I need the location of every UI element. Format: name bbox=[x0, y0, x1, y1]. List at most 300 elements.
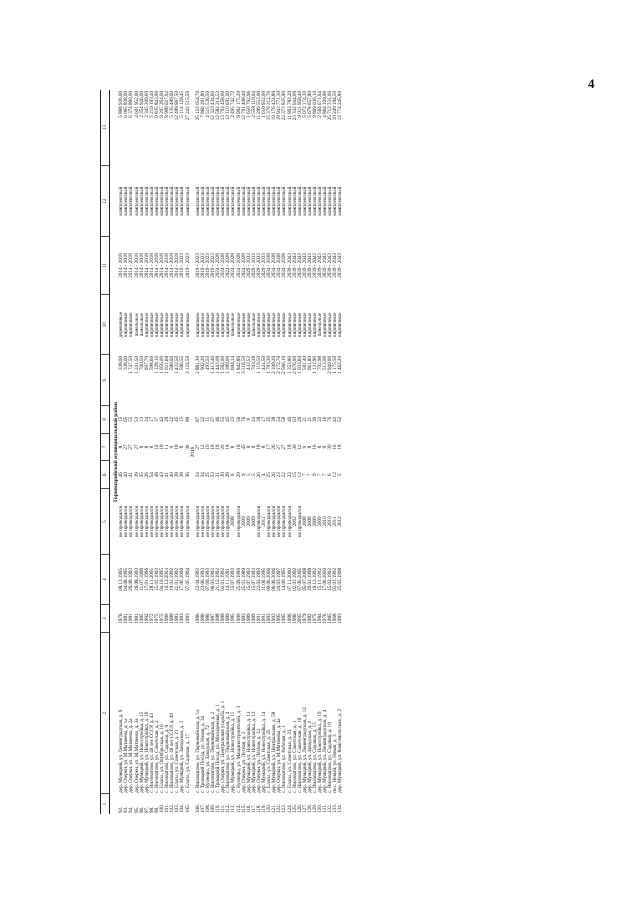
table-cell: 39 bbox=[311, 416, 318, 422]
table-cell: не проводился bbox=[296, 505, 303, 538]
table-cell: 2039 - 2043 bbox=[332, 253, 339, 278]
table-cell: комплексный bbox=[133, 186, 140, 216]
table-cell: комплексный bbox=[296, 186, 303, 216]
table-cell: с. Еласы, ул. Советская, д. 21 bbox=[174, 729, 181, 793]
table-cell: не проводился bbox=[159, 505, 166, 538]
table-cell: 8 bbox=[148, 445, 155, 449]
table-cell: 19.02.1992 bbox=[169, 567, 176, 591]
table-cell: 2019 - 2023 bbox=[179, 253, 186, 278]
table-cell: 21.12.1992 bbox=[215, 567, 222, 591]
table-cell: 1992 bbox=[143, 613, 150, 624]
table-cell: 1984 bbox=[317, 613, 324, 624]
table-cell: 20.03.1997 bbox=[276, 567, 283, 591]
table-cell: 5 bbox=[337, 473, 344, 477]
table-cell: 1 175,50 bbox=[332, 356, 339, 374]
table-cell: комплексный bbox=[261, 186, 268, 216]
table-cell: 41 bbox=[128, 472, 135, 478]
table-cell: 2029 - 2033 bbox=[255, 253, 262, 278]
table-cell: 39 bbox=[133, 472, 140, 478]
table-cell: комплексный bbox=[286, 186, 293, 216]
table-cell: кирпичные bbox=[174, 312, 181, 337]
table-cell: 2024 - 2028 bbox=[225, 253, 232, 278]
table-cell: не проводился bbox=[220, 505, 227, 538]
table-cell: 45 bbox=[174, 416, 181, 422]
table-cell: 04.10.1995 bbox=[159, 567, 166, 591]
table-cell: 9 835 843,90 bbox=[153, 91, 160, 118]
table-cell: 1 650 792,96 bbox=[245, 91, 252, 118]
table-cell: 18 bbox=[174, 444, 181, 450]
table-cell: 35 bbox=[138, 472, 145, 478]
table-cell: 15 bbox=[291, 472, 298, 478]
table-cell: 1972 bbox=[148, 613, 155, 624]
table-cell: 2019 - 2023 bbox=[210, 253, 217, 278]
table-cell: 08.12.1995 bbox=[118, 567, 125, 591]
table-cell: 8 bbox=[230, 445, 237, 449]
table-cell: комплексный bbox=[306, 186, 313, 216]
table-cell: дер. Мумарий, ул. Заводская, д. 2 bbox=[306, 720, 313, 793]
table-cell: 07.11.2000 bbox=[286, 568, 293, 591]
table-cell: 48 bbox=[153, 472, 160, 478]
table-cell: 2 676,00 bbox=[291, 356, 298, 374]
table-cell: 441,50 bbox=[261, 356, 268, 371]
table-cell: 15.02.1992 bbox=[327, 567, 334, 591]
table-cell: 5 114 129,45 bbox=[179, 91, 186, 118]
table-cell: 12 774 245,80 bbox=[337, 91, 344, 121]
table-cell: 15.07.1993 bbox=[250, 567, 257, 591]
table-cell: не проводился bbox=[128, 505, 135, 538]
table-cell: 40 bbox=[123, 472, 130, 478]
table-cell: комплексный bbox=[281, 186, 288, 216]
table-cell: 29 bbox=[235, 472, 242, 478]
table-cell: не проводился bbox=[205, 505, 211, 538]
table-cell: 12 110 691,00 bbox=[225, 91, 232, 121]
table-cell: дер. Мумарий, ул. Ленинградская, д. 9 bbox=[118, 709, 125, 793]
table-cell: комплексный bbox=[148, 186, 155, 216]
table-cell: дер. Озерки, ул. М.Матвеева, д. 2а bbox=[128, 718, 135, 793]
table-cell: 1975 bbox=[311, 613, 318, 624]
table-cell: 902,20 bbox=[199, 356, 206, 371]
table-cell: 117. bbox=[250, 804, 257, 813]
table-cell: 11 bbox=[205, 416, 211, 422]
table-cell: комплексный bbox=[291, 186, 298, 216]
table-cell: 52 bbox=[337, 416, 344, 422]
table-cell: 109. bbox=[210, 804, 217, 813]
table-cell: 07.06.2005 bbox=[296, 567, 303, 591]
table-cell: 25 bbox=[205, 472, 211, 478]
table-cell: 1989 bbox=[220, 613, 227, 624]
table-cell: с. Виловатово, ул. Советская, д. 2 bbox=[153, 720, 160, 793]
table-cell: кирпичные bbox=[240, 312, 247, 337]
table-cell: 1 131,90 bbox=[311, 356, 318, 374]
table-cell: 15.02.1992 bbox=[153, 567, 160, 591]
table-cell: 30 bbox=[327, 444, 334, 450]
table-cell: 1981 bbox=[133, 613, 140, 624]
table-cell: 700,50 bbox=[138, 356, 145, 371]
table-cell: 2034 - 2038 bbox=[281, 253, 288, 278]
table-cell: 43 bbox=[159, 416, 166, 422]
table-cell: комплексный bbox=[276, 186, 283, 216]
table-cell: 1975 bbox=[159, 613, 166, 624]
table-cell: комплексный bbox=[128, 186, 135, 216]
table-cell: комплексный bbox=[159, 186, 166, 216]
table-cell: 1 413,40 bbox=[210, 356, 217, 374]
table-cell: 119. bbox=[261, 804, 268, 813]
table-cell: 45 bbox=[240, 444, 247, 450]
table-cell: кирпичные bbox=[245, 312, 252, 337]
table-cell: 26 bbox=[143, 472, 150, 478]
table-cell: дер. Мумарий, ул. Заводская, д. 3 bbox=[179, 720, 186, 793]
table-cell: не проводился bbox=[215, 505, 222, 538]
table-cell: не проводился bbox=[184, 505, 191, 538]
table-cell: 132. bbox=[327, 804, 334, 813]
table-cell: 40 bbox=[286, 416, 293, 422]
table-cell: 2010 bbox=[322, 516, 329, 527]
table-cell: 22.04.1992 bbox=[194, 567, 201, 591]
table-cell: кирпичные bbox=[169, 312, 176, 337]
table-cell: 46 bbox=[118, 472, 125, 478]
table-cell: 36 bbox=[184, 472, 191, 478]
table-cell: 134. bbox=[337, 804, 344, 813]
table-cell: 1 389,00 bbox=[225, 356, 232, 374]
table-cell: кирпичные bbox=[255, 312, 262, 337]
table-cell: 1 610 932,00 bbox=[261, 91, 268, 118]
table-cell: 5 bbox=[245, 473, 252, 477]
table-cell: 5 868 926,00 bbox=[118, 91, 125, 118]
table-cell: 110. bbox=[215, 804, 222, 813]
table-cell: 2009 bbox=[317, 516, 324, 527]
table-cell: 2014 - 2018 bbox=[174, 253, 181, 278]
table-cell: 12 bbox=[199, 444, 206, 450]
table-cell: 53 bbox=[133, 416, 140, 422]
table-cell: кирпичные bbox=[337, 312, 344, 337]
table-cell: 9 992 175,20 bbox=[235, 91, 242, 118]
table-cell: 684,14 bbox=[230, 356, 237, 371]
table-cell: 23 bbox=[276, 472, 283, 478]
table-cell: с. Виловатово, ул. Садовая, д. 19 bbox=[327, 722, 334, 793]
table-cell: 115. bbox=[240, 804, 247, 813]
table-cell: 30 bbox=[220, 472, 227, 478]
table-cell: панельные bbox=[138, 313, 145, 337]
table-cell: 25.09.1990 bbox=[235, 567, 242, 591]
table-cell: 4 515 536,50 bbox=[205, 91, 211, 118]
table-cell: 27 bbox=[281, 444, 288, 450]
table-cell: 513,00 bbox=[322, 356, 329, 371]
table-cell: дер. Мумарий, ул. Новостройка, д. 11 bbox=[230, 711, 237, 793]
table-cell: комплексный bbox=[322, 186, 329, 216]
table-cell: 9 bbox=[322, 445, 329, 449]
table-cell: 1981 bbox=[174, 613, 181, 624]
table-cell: дер. Озерки, ул. М.Матвеева, д. 3а bbox=[133, 718, 140, 793]
column-number-11: 11 bbox=[101, 236, 110, 294]
table-cell: 2039 - 2043 bbox=[306, 253, 313, 278]
table-cell: 1979 bbox=[301, 613, 308, 624]
table-cell: 116. bbox=[245, 804, 252, 813]
table-cell: 27 242 515,50 bbox=[184, 91, 191, 121]
table-cell: 7 bbox=[317, 473, 324, 477]
page-number: 4 bbox=[588, 76, 595, 91]
table-cell: 17.06.2000 bbox=[322, 567, 329, 591]
table-cell: 06.03.1992 bbox=[210, 567, 217, 591]
column-number-7: 7 bbox=[101, 433, 110, 461]
table-cell: 28.11.2005 bbox=[148, 568, 155, 591]
table-cell: 17.01.1996 bbox=[143, 567, 150, 591]
table-cell: дер. Мумарий, ул. Новостройка, д. 15 bbox=[138, 711, 145, 793]
table-cell: 6 374 880,00 bbox=[128, 91, 135, 118]
table-cell: не проводился bbox=[210, 505, 217, 538]
table-cell: не проводился bbox=[199, 505, 206, 538]
table-cell: 27 bbox=[128, 444, 135, 450]
table-cell: 1985 bbox=[230, 613, 237, 624]
table-cell: не проводился bbox=[255, 505, 262, 538]
table-cell: 2014 - 2018 bbox=[118, 253, 125, 278]
table-cell: дер. Мумарий, ул. Новостройка, д. 12 bbox=[250, 711, 257, 793]
table-cell: 12 bbox=[296, 472, 303, 478]
table-cell: 1 793,30 bbox=[266, 356, 273, 374]
table-cell: 2014 - 2018 bbox=[133, 253, 140, 278]
table-cell: 16 bbox=[153, 444, 160, 450]
table-cell: не проводился bbox=[164, 505, 171, 538]
table-cell: 2014 - 2018 bbox=[128, 253, 135, 278]
table-cell: 2014 - 2018 bbox=[169, 253, 176, 278]
table-cell: 4 bbox=[261, 473, 268, 477]
table-cell: 124. bbox=[286, 804, 293, 813]
table-row bbox=[338, 90, 343, 814]
table-cell: 105. bbox=[184, 804, 191, 813]
table-cell: дер. Мумарий, ул. Новостройка, д. 14 bbox=[261, 711, 268, 793]
table-cell: пос. Новый, ул. Новая, д. 3 bbox=[332, 734, 339, 793]
table-cell: кирпичные bbox=[205, 312, 211, 337]
table-cell: 2009 bbox=[245, 516, 252, 527]
table-cell: с. Виловатово, ул. Первомайская, д. 1а bbox=[194, 709, 201, 793]
table-cell: 55 bbox=[128, 416, 135, 422]
table-cell: кирпичные bbox=[286, 312, 293, 337]
table-cell: 1975 bbox=[153, 613, 160, 624]
table-cell: 24 bbox=[250, 416, 257, 422]
table-cell: 18 bbox=[337, 444, 344, 450]
table-cell: 41 bbox=[164, 472, 171, 478]
table-cell: 21.01.1992 bbox=[174, 567, 181, 591]
table-cell: 133. bbox=[332, 804, 339, 813]
table-cell: 102. bbox=[169, 804, 176, 813]
table-cell: панельные bbox=[317, 313, 324, 337]
table-cell: 7 bbox=[306, 473, 313, 477]
column-number-9: 9 bbox=[101, 355, 110, 405]
table-cell: 18 bbox=[286, 444, 293, 450]
table-cell: 8 bbox=[245, 418, 252, 421]
table-cell: 46 bbox=[215, 416, 222, 422]
table-cell: 14.11.1991 bbox=[225, 568, 232, 591]
table-cell: 18 bbox=[215, 444, 222, 450]
table-cell: 28 bbox=[225, 472, 232, 478]
table-cell: 8 bbox=[179, 445, 186, 449]
register-body bbox=[110, 90, 344, 814]
table-cell: деревянные bbox=[118, 312, 125, 338]
table-cell: кирпичные bbox=[220, 312, 227, 337]
table-cell: 98. bbox=[148, 806, 155, 813]
table-cell: 2009 bbox=[311, 516, 318, 527]
table-cell: 338,00 bbox=[123, 356, 130, 371]
table-cell: 36 bbox=[184, 444, 191, 450]
table-cell: 129. bbox=[311, 804, 318, 813]
table-cell: 581,40 bbox=[301, 356, 308, 371]
table-cell: дер. Мумарий, ул. Комсомольская, д. 2 bbox=[337, 709, 344, 793]
table-cell: 2 354 926,00 bbox=[138, 91, 145, 118]
table-cell: 27 bbox=[133, 444, 140, 450]
table-cell: 661,80 bbox=[306, 356, 313, 371]
table-cell: комплексный bbox=[138, 186, 145, 216]
table-cell: дер. Мумарий, ул. Новостройка, д. 16 bbox=[143, 711, 150, 793]
table-cell: кирпичные bbox=[179, 312, 186, 337]
table-cell: 1990 bbox=[235, 613, 242, 624]
subsection-year-2016: 2016 bbox=[189, 446, 196, 458]
table-cell: 11.06.1995 bbox=[261, 568, 268, 591]
table-cell: 42 bbox=[332, 416, 339, 422]
table-cell: 76 bbox=[327, 416, 334, 422]
table-cell: комплексный bbox=[271, 186, 278, 216]
table-cell: с. Виловатово, ул. Садовая, д. 9 bbox=[164, 724, 171, 793]
table-cell: 63 bbox=[291, 416, 298, 422]
table-cell: дер. Озерки, ул. М.Матвеева, д. 1а bbox=[123, 718, 130, 793]
table-cell: 2024 - 2028 bbox=[240, 253, 247, 278]
table-cell: не проводился bbox=[266, 505, 273, 538]
table-cell: 9 bbox=[311, 473, 318, 477]
table-cell: 8 bbox=[317, 445, 324, 449]
table-cell: 1 582,00 bbox=[220, 356, 227, 374]
register-table bbox=[100, 90, 344, 814]
table-cell: 12 582 214,52 bbox=[215, 91, 222, 121]
table-cell: 2019 - 2023 bbox=[199, 253, 206, 278]
table-cell: 89 bbox=[184, 416, 191, 422]
table-cell: 40 bbox=[169, 472, 176, 478]
table-cell: 2 558 119,04 bbox=[250, 91, 257, 118]
table-cell: 20 bbox=[164, 416, 171, 422]
table-cell: комплексный bbox=[169, 186, 176, 216]
table-cell: кирпичные bbox=[199, 312, 206, 337]
table-cell: 108. bbox=[205, 804, 211, 813]
table-cell: 101. bbox=[164, 804, 171, 813]
table-cell: кирпичные bbox=[225, 312, 232, 337]
table-cell: кирпичные bbox=[159, 312, 166, 337]
table-cell: 2 495 742,72 bbox=[230, 91, 237, 118]
table-cell: 18 bbox=[255, 444, 262, 450]
table-cell: 28.08.1993 bbox=[128, 567, 135, 591]
table-cell: 15 379 212,70 bbox=[266, 91, 273, 121]
table-cell: 95. bbox=[133, 806, 140, 813]
table-cell: 1 747,50 bbox=[128, 356, 135, 374]
table-cell: 118. bbox=[255, 804, 262, 813]
table-cell: 1 021,68 bbox=[164, 356, 171, 374]
table-cell: 17.06.2000 bbox=[179, 567, 186, 591]
table-cell: 1985 bbox=[138, 613, 145, 624]
table-cell: с. Виловатово, ул. Рабочая, д. 1 bbox=[281, 725, 288, 793]
table-cell: кирпичные bbox=[261, 312, 268, 337]
table-cell: 38 bbox=[174, 472, 181, 478]
table-cell: 11.07.1998 bbox=[138, 568, 145, 591]
table-cell: не проводился bbox=[118, 505, 125, 538]
table-cell: 5 219 193,40 bbox=[148, 91, 155, 118]
table-cell: панельные bbox=[133, 313, 140, 337]
table-cell: 2014 - 2018 bbox=[153, 253, 160, 278]
table-cell: комплексный bbox=[184, 186, 191, 216]
table-cell: с. Кузнецы, ул. Машиностроителей, д. 3 bbox=[235, 705, 242, 793]
column-number-2: 2 bbox=[101, 632, 110, 793]
table-cell: дер. Озерки, ул. М.Матвеева, д. 4а bbox=[276, 718, 283, 793]
table-cell: кирпичные bbox=[327, 312, 334, 337]
table-cell: с. Еласы, ул. Советская, д. 25 bbox=[266, 729, 273, 793]
table-cell: 114. bbox=[235, 804, 242, 813]
table-cell: 02.01.1992 bbox=[291, 567, 298, 591]
table-cell: комплексный bbox=[230, 186, 237, 216]
table-cell: 26 bbox=[255, 472, 262, 478]
table-cell: 2 881,30 bbox=[194, 356, 201, 374]
table-cell: 1968 bbox=[332, 613, 339, 624]
column-number-8: 8 bbox=[101, 405, 110, 433]
table-cell: комплексный bbox=[199, 186, 206, 216]
table-cell: 10.12.2003 bbox=[164, 567, 171, 591]
table-cell: 2039 - 2043 bbox=[322, 253, 329, 278]
table-cell: 15 bbox=[179, 416, 186, 422]
table-cell: 2012 bbox=[337, 516, 344, 527]
table-cell: кирпичные bbox=[128, 312, 135, 337]
table-cell: 19.12.1992 bbox=[311, 567, 318, 591]
table-cell: 4 601 952,00 bbox=[133, 91, 140, 118]
table-cell: 15.07.1993 bbox=[230, 567, 237, 591]
table-cell: комплексный bbox=[332, 186, 339, 216]
table-cell: 19 176 424,80 bbox=[271, 91, 278, 121]
table-cell: 02.01.1992 bbox=[220, 567, 227, 591]
table-cell: не проводился bbox=[276, 505, 283, 538]
table-cell: 2 345 209,60 bbox=[143, 91, 150, 118]
table-cell: 2039 - 2043 bbox=[291, 253, 298, 278]
table-cell: 1996 bbox=[286, 613, 293, 624]
table-cell: комплексный bbox=[327, 186, 334, 216]
table-cell: дер. Мумарий, ул. Центральная, д. 58 bbox=[271, 711, 278, 793]
table-cell: 2039 - 2043 bbox=[296, 253, 303, 278]
table-cell: 2 172,70 bbox=[276, 356, 283, 374]
table-cell: 5 678 657,80 bbox=[306, 91, 313, 118]
table-cell: кирпичные bbox=[296, 312, 303, 337]
table-cell: кирпичные bbox=[194, 312, 201, 337]
table-cell: 23 bbox=[317, 416, 324, 422]
table-cell: 23.06.1993 bbox=[199, 567, 206, 591]
table-cell: 3 518,50 bbox=[240, 356, 247, 374]
table-cell: 1976 bbox=[118, 613, 125, 624]
table-cell: 18 bbox=[159, 444, 166, 450]
table-cell: 2034 - 2038 bbox=[276, 253, 283, 278]
table-cell: 103. bbox=[174, 804, 181, 813]
table-cell: 34 bbox=[194, 472, 201, 478]
table-cell: 2029 - 2033 bbox=[245, 253, 252, 278]
table-cell: комплексный bbox=[235, 186, 242, 216]
table-cell: 29 bbox=[296, 416, 303, 422]
table-cell: 38 bbox=[179, 472, 186, 478]
table-cell: с. Виловатово, ул. Садовая, д. 15 bbox=[311, 722, 318, 793]
table-cell: 54 bbox=[276, 416, 283, 422]
table-cell: 30 bbox=[291, 444, 298, 450]
table-cell: с. Виловатово, ул. Первомайская, д. 2 bbox=[210, 711, 217, 793]
table-cell: 92. bbox=[118, 806, 125, 813]
table-cell: не проводился bbox=[194, 505, 201, 538]
table-cell: 10 bbox=[205, 444, 211, 450]
table-cell: 2008 bbox=[306, 516, 313, 527]
table-cell: 598,60 bbox=[148, 356, 155, 371]
table-cell: комплексный bbox=[205, 186, 211, 216]
table-cell: 8 bbox=[245, 445, 252, 449]
table-cell: 11 bbox=[164, 444, 171, 450]
table-cell: не проводился bbox=[138, 505, 145, 538]
table-cell: кирпичные bbox=[153, 312, 160, 337]
table-cell: 1 432,50 bbox=[174, 356, 181, 374]
